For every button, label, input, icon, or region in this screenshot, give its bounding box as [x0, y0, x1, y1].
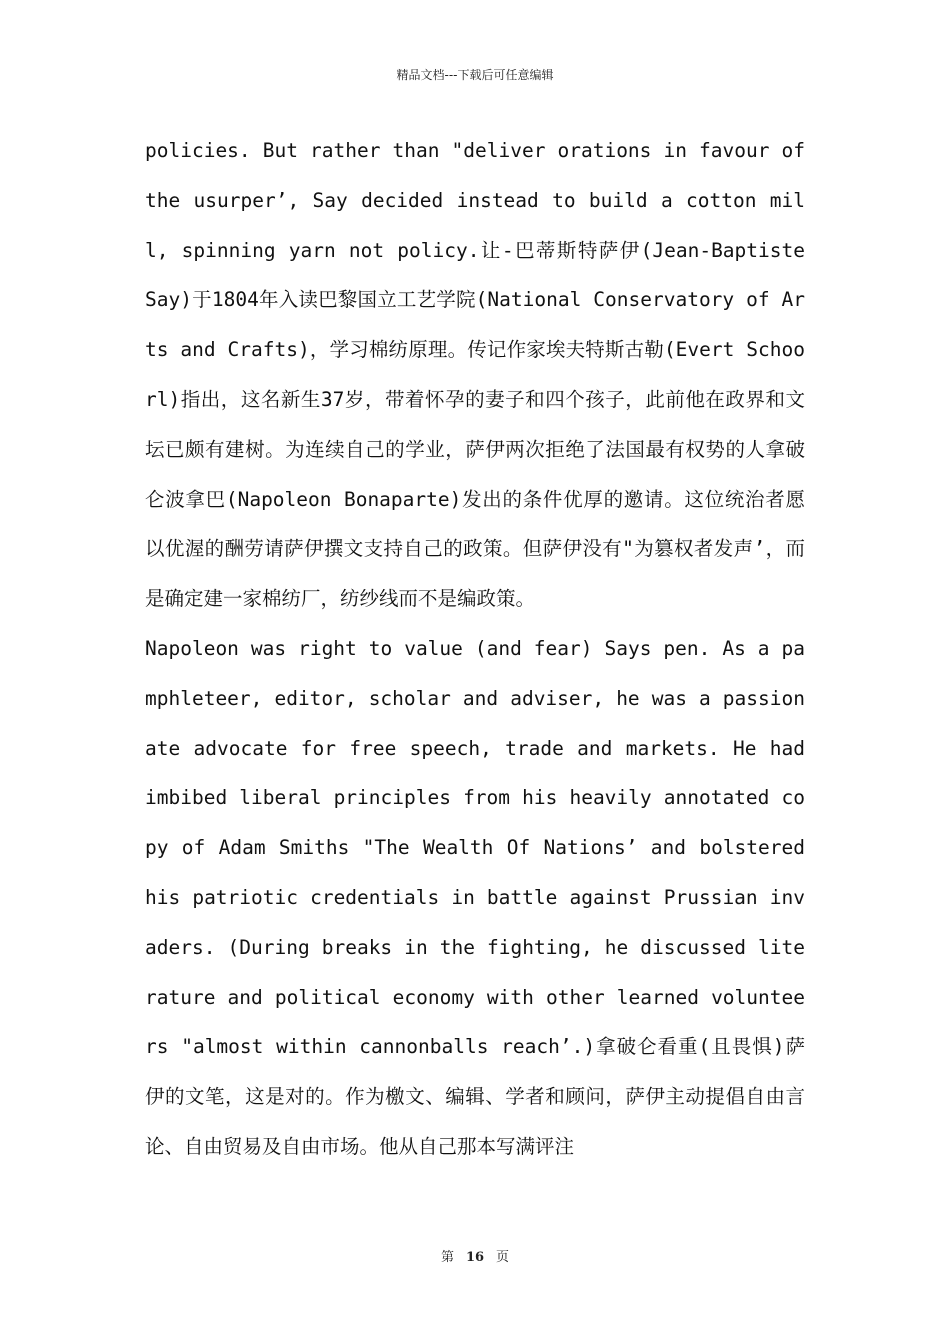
- page-header: 精品文档---下载后可任意编辑: [396, 68, 554, 82]
- document-body: [145, 126, 805, 1172]
- page-label-prefix: 第: [440, 1250, 454, 1265]
- page-number: 16: [465, 1250, 485, 1265]
- paragraph: policies. But rather than "deliver orations in favour of the usurper’, Say decided instead to build a cotton mill, spinning yarn not policy.让-巴蒂斯特萨伊(Jean-Baptiste Say)于1804年入读巴黎国立工艺学院(National Conservatory of Arts and Crafts)，学习棉纺原理。传记作家埃夫特斯古勒(Evert Schoorl)指出，这名新生37岁，带着怀孕的妻子和四个孩子，此前他在政界和文坛已颇有建树。为连续自己的学业，萨伊两次拒绝了法国最有权势的人拿破仑波拿巴(Napoleon Bonaparte)发出的条件优厚的邀请。这位统治者愿以优渥的酬劳请萨伊撰文支持自己的政策。但萨伊没有"为篡权者发声’，而是确定建一家棉纺厂，纺纱线而不是编政策。: [145, 139, 805, 611]
- page-label-suffix: 页: [496, 1250, 510, 1265]
- paragraph: Napoleon was right to value (and fear) Says pen. As a pamphleteer, editor, scholar and adviser, he was a passionate advocate for free speech, trade and markets. He had imbibed liberal principles from his heavily annotated copy of Adam Smiths "The Wealth Of Nations’ and bolstered his patriotic credentials in battle against Prussian invaders. (During breaks in the fighting, he discussed literature and political economy with other learned volunteers "almost within cannonballs reach’.)拿破仑看重(且畏惧)萨伊的文笔，这是对的。作为檄文、编辑、学者和顾问，萨伊主动提倡自由言论、自由贸易及自由市场。他从自己那本写满评注: [145, 636, 805, 1158]
- page-footer: [0, 1246, 950, 1265]
